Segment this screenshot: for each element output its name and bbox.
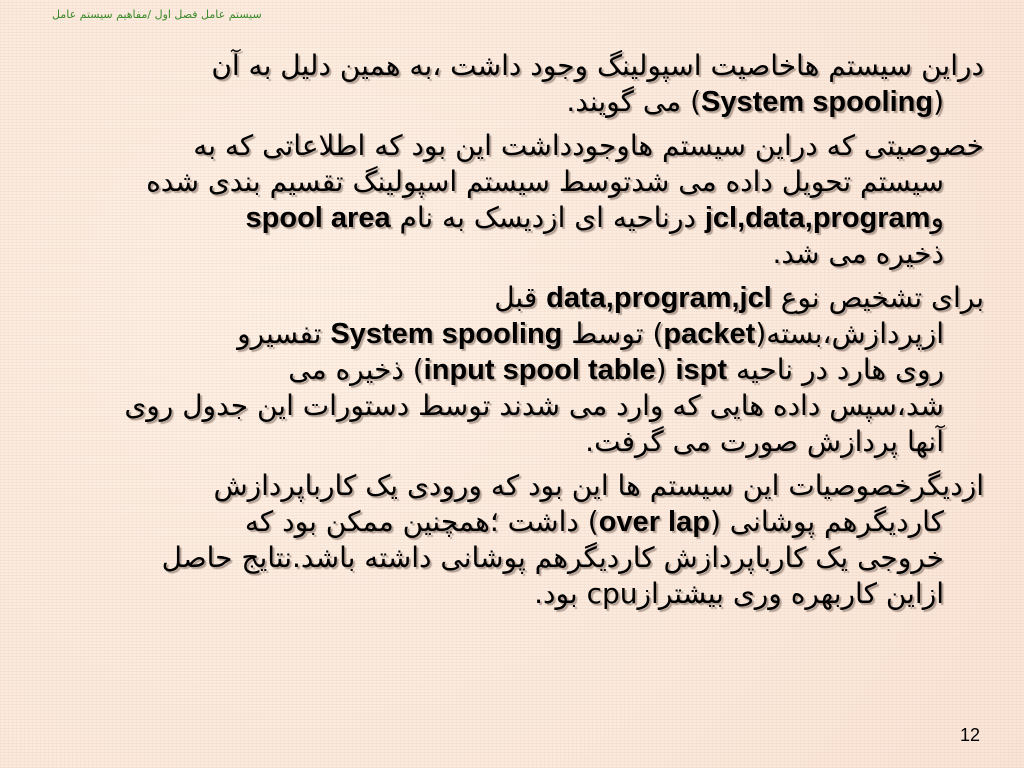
slide-header: سیستم عامل فصل اول /مفاهیم سیستم عامل (52, 8, 262, 21)
slide-content (40, 48, 984, 620)
text-segment: قبل (494, 281, 547, 314)
text-line (40, 164, 984, 200)
text-segment: و (930, 201, 944, 234)
text-line (40, 424, 984, 460)
term-jcl-data-program: jcl,data,program (704, 202, 931, 234)
text-segment: خصوصیتی که دراین سیستم هاوجودداشت این بود که اطلاعاتی که به (193, 129, 984, 162)
text-segment: کاردیگرهم پوشانی ( (709, 505, 944, 538)
text-line (40, 84, 984, 120)
term-over-lap: over lap (598, 506, 710, 538)
text-segment: درناحیه ای ازدیسک به نام (390, 201, 705, 234)
text-segment: آنها پردازش صورت می گرفت. (585, 425, 944, 458)
text-segment: ( (933, 85, 944, 118)
paragraph-spool-area (40, 128, 984, 272)
text-line (40, 576, 984, 612)
text-segment: تفسیرو (237, 317, 331, 350)
text-line (40, 540, 984, 576)
text-line (40, 388, 984, 424)
text-line (40, 236, 984, 272)
text-segment: شد،سپس داده هایی که وارد می شدند توسط دستورات این جدول روی (124, 389, 944, 422)
text-segment: ) ذخیره می (288, 353, 424, 386)
text-line (40, 504, 984, 540)
paragraph-ispt (40, 280, 984, 460)
text-segment: روی هارد در ناحیه (727, 353, 944, 386)
term-input-spool-table: input spool table (423, 354, 656, 386)
text-segment: ازدیگرخصوصیات این سیستم ها این بود که ورودی یک کارباپردازش (213, 469, 984, 502)
text-segment: ) می گویند. (566, 85, 702, 118)
term-data-program-jcl: data,program,jcl (546, 282, 772, 314)
term-system-spooling: System spooling (701, 86, 934, 118)
paragraph-overlap (40, 468, 984, 612)
text-segment: ) داشت ؛همچنین ممکن بود که (244, 505, 599, 538)
text-segment: سیستم تحویل داده می شدتوسط سیستم اسپولینگ تقسیم بندی شده (146, 165, 944, 198)
text-segment: برای تشخیص نوع (771, 281, 984, 314)
text-segment: دراین سیستم هاخاصیت اسپولینگ وجود داشت ،به همین دلیل به آن (211, 49, 984, 82)
paragraph-spooling (40, 48, 984, 120)
slide-number: 12 (959, 725, 980, 745)
text-line (40, 280, 984, 316)
text-line (40, 48, 984, 84)
text-line (40, 200, 984, 236)
text-segment: ) توسط (562, 317, 664, 350)
text-segment: ازاین کاربهره وری بیشترازcpu بود. (534, 577, 944, 610)
text-segment: خروجی یک کارباپردازش کاردیگرهم پوشانی داشته باشد.نتایج حاصل (161, 541, 944, 574)
term-ispt: ispt (675, 354, 728, 386)
text-line (40, 352, 984, 388)
text-line (40, 468, 984, 504)
text-line (40, 316, 984, 352)
text-segment: ذخیره می شد. (772, 237, 944, 270)
text-segment: ازپردازش،بسته( (755, 317, 944, 350)
term-spool-area: spool area (245, 202, 391, 234)
term-system-spooling: System spooling (330, 318, 563, 350)
text-line (40, 128, 984, 164)
text-segment: ( (655, 353, 676, 386)
term-packet: packet (663, 318, 756, 350)
